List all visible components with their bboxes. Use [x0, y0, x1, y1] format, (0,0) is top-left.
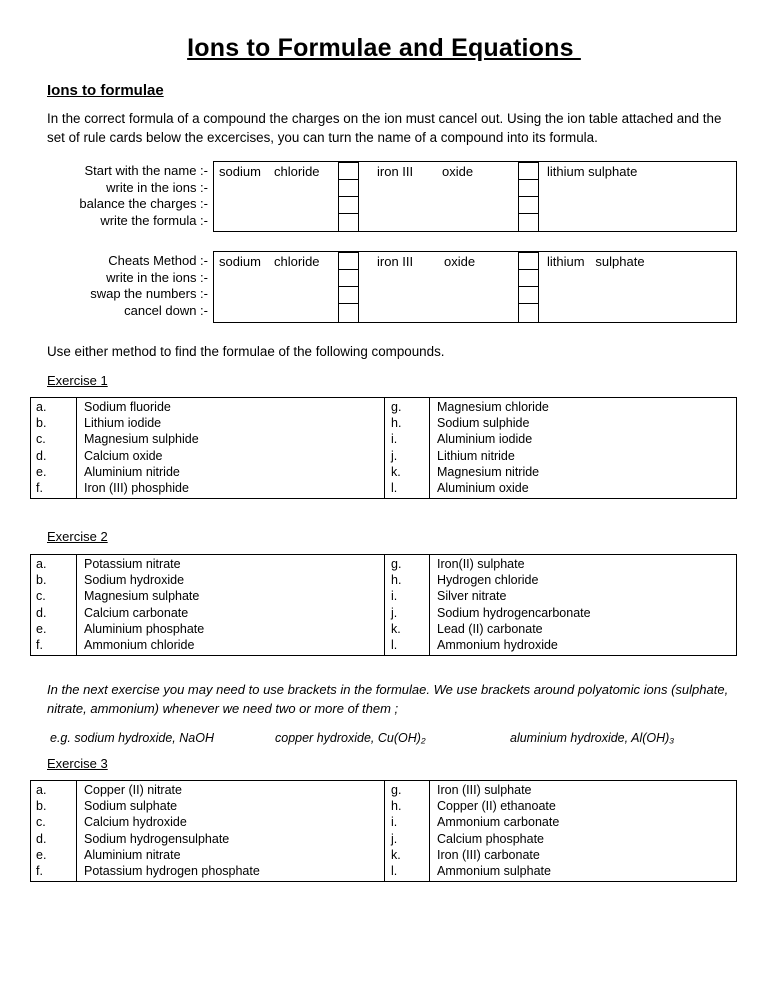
- letters-right: g. h. i. j. k. l.: [391, 557, 402, 653]
- list-item: Calcium hydroxide: [84, 815, 187, 830]
- list-item: Potassium nitrate: [84, 557, 181, 571]
- list-item: Iron (III) phosphide: [84, 481, 189, 496]
- step: write the formula :-: [100, 212, 208, 228]
- list-item: Calcium carbonate: [84, 605, 189, 620]
- cell-iron-iii: iron III: [377, 164, 414, 179]
- step: Start with the name :-: [84, 163, 208, 178]
- cell-sodium: sodium: [219, 254, 261, 269]
- letters-left: a. b. c. d. e. f.: [36, 400, 47, 496]
- example-2: copper hydroxide, Cu(OH)₂: [275, 731, 426, 745]
- example-3: aluminium hydroxide, Al(OH)₃: [510, 731, 675, 745]
- cell-sodium: sodium: [219, 164, 261, 179]
- list-item: Aluminium nitride: [84, 464, 180, 479]
- list-item: Ammonium chloride: [84, 638, 195, 653]
- cell-chloride: chloride: [274, 164, 320, 179]
- method2-grid: [213, 251, 737, 323]
- list-item: Magnesium sulphate: [84, 589, 200, 604]
- list-item: Lithium iodide: [84, 416, 162, 431]
- cell-lithium-sulphate: lithium sulphate: [547, 164, 638, 179]
- list-item: Ammonium hydroxide: [437, 638, 558, 653]
- list-item: Ammonium sulphate: [437, 864, 551, 879]
- list-item: Sodium sulphate: [84, 799, 178, 814]
- cell-chloride: chloride: [274, 254, 320, 269]
- exercise3-label: Exercise 3: [47, 756, 108, 771]
- list-item: Magnesium chloride: [437, 400, 549, 414]
- step: cancel down :-: [124, 302, 208, 318]
- list-item: Aluminium iodide: [437, 432, 533, 447]
- list-item: Magnesium nitride: [437, 464, 540, 479]
- list-item: Potassium hydrogen phosphate: [84, 864, 260, 879]
- items-right: [437, 782, 559, 879]
- method1-grid: [213, 161, 737, 232]
- items-right: [437, 556, 591, 653]
- cell-lithium-sulphate: lithium sulphate: [547, 254, 645, 269]
- list-item: Ammonium carbonate: [437, 815, 560, 830]
- list-item: Sodium sulphide: [437, 416, 530, 431]
- exercise2-label: Exercise 2: [47, 529, 108, 544]
- list-item: Sodium hydroxide: [84, 573, 185, 588]
- list-item: Iron (III) carbonate: [437, 847, 540, 862]
- letters-left: a. b. c. d. e. f.: [36, 557, 47, 653]
- step: Cheats Method :-: [108, 253, 208, 268]
- list-item: Sodium hydrogencarbonate: [437, 605, 591, 620]
- items-right: [437, 399, 549, 496]
- list-item: Aluminium oxide: [437, 481, 529, 496]
- brackets-note: In the next exercise you may need to use brackets in the formulae. We use brackets around polyatomic ions (sulphate, nitrate, ammonium) whenever we need two or more of them ;: [47, 682, 729, 716]
- list-item: Aluminium nitrate: [84, 847, 181, 862]
- cell-oxide: oxide: [442, 164, 474, 179]
- step: write in the ions :-: [106, 179, 208, 195]
- list-item: Iron(II) sulphate: [437, 557, 525, 571]
- page-title: Ions to Formulae and Equations: [187, 34, 581, 62]
- list-item: Lithium nitride: [437, 448, 515, 463]
- items-left: [84, 782, 260, 879]
- cell-iron-iii: iron III: [377, 254, 414, 269]
- method1-steps: [30, 163, 208, 229]
- items-left: [84, 399, 199, 496]
- example-1: e.g. sodium hydroxide, NaOH: [50, 731, 214, 745]
- list-item: Magnesium sulphide: [84, 432, 199, 447]
- list-item: Copper (II) ethanoate: [437, 799, 556, 814]
- step: write in the ions :-: [106, 269, 208, 285]
- list-item: Calcium oxide: [84, 448, 163, 463]
- intro-paragraph: In the correct formula of a compound the charges on the ion must cancel out. Using the ion table attached and the set of rule cards below the excercises, you can turn the name of a compound into its formula.: [47, 111, 722, 145]
- list-item: Hydrogen chloride: [437, 573, 539, 588]
- letters-right: g. h. i. j. k. l.: [391, 783, 402, 879]
- exercise1-table: [30, 397, 737, 499]
- exercise3-table: [30, 780, 737, 882]
- items-left: [84, 556, 204, 653]
- list-item: Aluminium phosphate: [84, 621, 205, 636]
- list-item: Sodium fluoride: [84, 400, 171, 414]
- method2-steps: [30, 253, 208, 319]
- list-item: Silver nitrate: [437, 589, 507, 604]
- list-item: Iron (III) sulphate: [437, 783, 532, 797]
- step: swap the numbers :-: [90, 286, 208, 301]
- section-heading: Ions to formulae: [47, 82, 164, 99]
- list-item: Lead (II) carbonate: [437, 621, 543, 636]
- step: balance the charges :-: [79, 196, 208, 211]
- instruction: Use either method to find the formulae of the following compounds.: [47, 344, 445, 359]
- list-item: Calcium phosphate: [437, 831, 545, 846]
- cell-oxide: oxide: [444, 254, 476, 269]
- exercise2-table: [30, 554, 737, 656]
- letters-left: a. b. c. d. e. f.: [36, 783, 47, 879]
- letters-right: g. h. i. j. k. l.: [391, 400, 402, 496]
- list-item: Sodium hydrogensulphate: [84, 831, 230, 846]
- exercise1-label: Exercise 1: [47, 373, 108, 388]
- list-item: Copper (II) nitrate: [84, 783, 182, 797]
